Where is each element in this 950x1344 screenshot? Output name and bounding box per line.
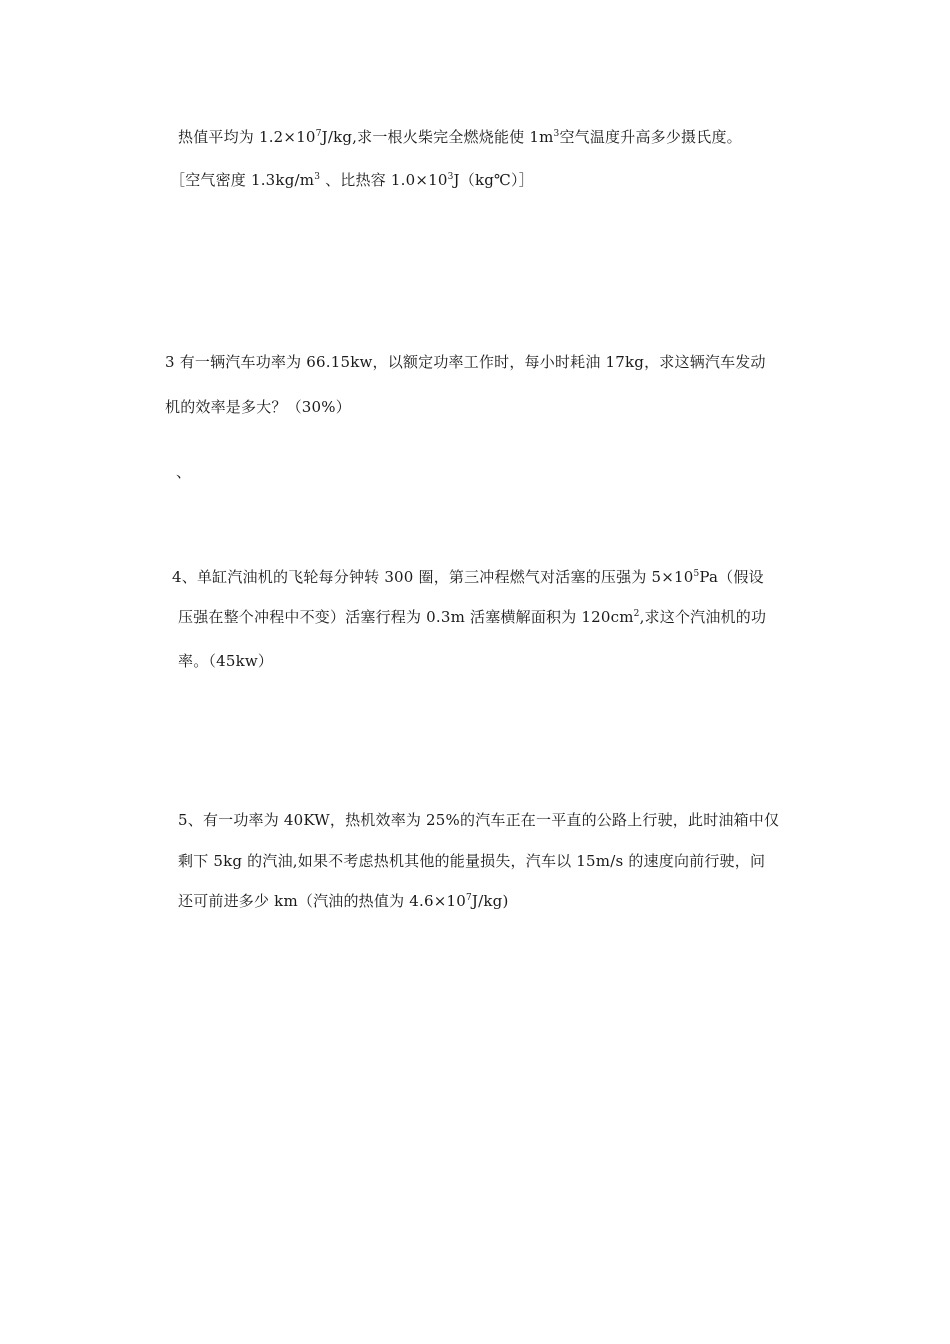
q2-line-1-superscript-1: 7 (315, 129, 322, 139)
q2-line-1-superscript-2: 3 (553, 129, 560, 139)
q4-line-1 (172, 567, 764, 587)
q3-line-1: 3 有一辆汽车功率为 66.15kw，以额定功率工作时，每小时耗油 17kg，求这辆汽车发动 (165, 353, 766, 371)
q5-line-3-superscript-1: 7 (465, 893, 472, 903)
q2-line-2-part-b: 、比热容 1.0×10 (320, 171, 448, 189)
q2-line-1-part-c: 空气温度升高多少摄氏度。 (559, 128, 742, 146)
q2-line-1-part-a: 热值平均为 1.2×10 (178, 128, 316, 146)
q4-line-2-superscript-1: 2 (633, 609, 640, 619)
q4-line-2-part-a: 压强在整个冲程中不变）活塞行程为 0.3m 活塞横解面积为 120cm (178, 608, 634, 626)
stray-punctuation-mark: 、 (176, 463, 192, 481)
q2-line-1-part-b: J/kg,求一根火柴完全燃烧能使 1m (321, 128, 554, 146)
q2-line-2-superscript-1: 3 (314, 172, 321, 182)
q2-line-2-part-a: ［空气密度 1.3kg/m (170, 171, 315, 189)
q4-line-1-part-a: 4、单缸汽油机的飞轮每分钟转 300 圈，第三冲程燃气对活塞的压强为 5×10 (172, 568, 694, 586)
q4-line-1-part-b: Pa（假设 (699, 568, 764, 586)
q4-line-2 (178, 607, 766, 627)
q2-line-1 (178, 127, 742, 147)
q3-line-2: 机的效率是多大？（30%） (165, 398, 351, 416)
q5-line-3 (178, 891, 509, 911)
q4-line-1-superscript-1: 5 (693, 569, 700, 579)
q5-line-3-part-a: 还可前进多少 km（汽油的热值为 4.6×10 (178, 892, 466, 910)
q2-line-2-part-c: J（kg℃）］ (453, 171, 534, 189)
q2-line-2 (170, 170, 534, 190)
q5-line-1: 5、有一功率为 40KW，热机效率为 25%的汽车正在一平直的公路上行驶，此时油箱中仅 (178, 811, 780, 829)
q5-line-2: 剩下 5kg 的汽油,如果不考虑热机其他的能量损失，汽车以 15m/s 的速度向前行驶，问 (178, 852, 766, 870)
q2-line-2-superscript-2: 3 (447, 172, 454, 182)
q4-line-2-part-b: ,求这个汽油机的功 (639, 608, 767, 626)
q5-line-3-part-b: J/kg) (471, 892, 509, 910)
q4-line-3: 率。（45kw） (178, 652, 274, 670)
